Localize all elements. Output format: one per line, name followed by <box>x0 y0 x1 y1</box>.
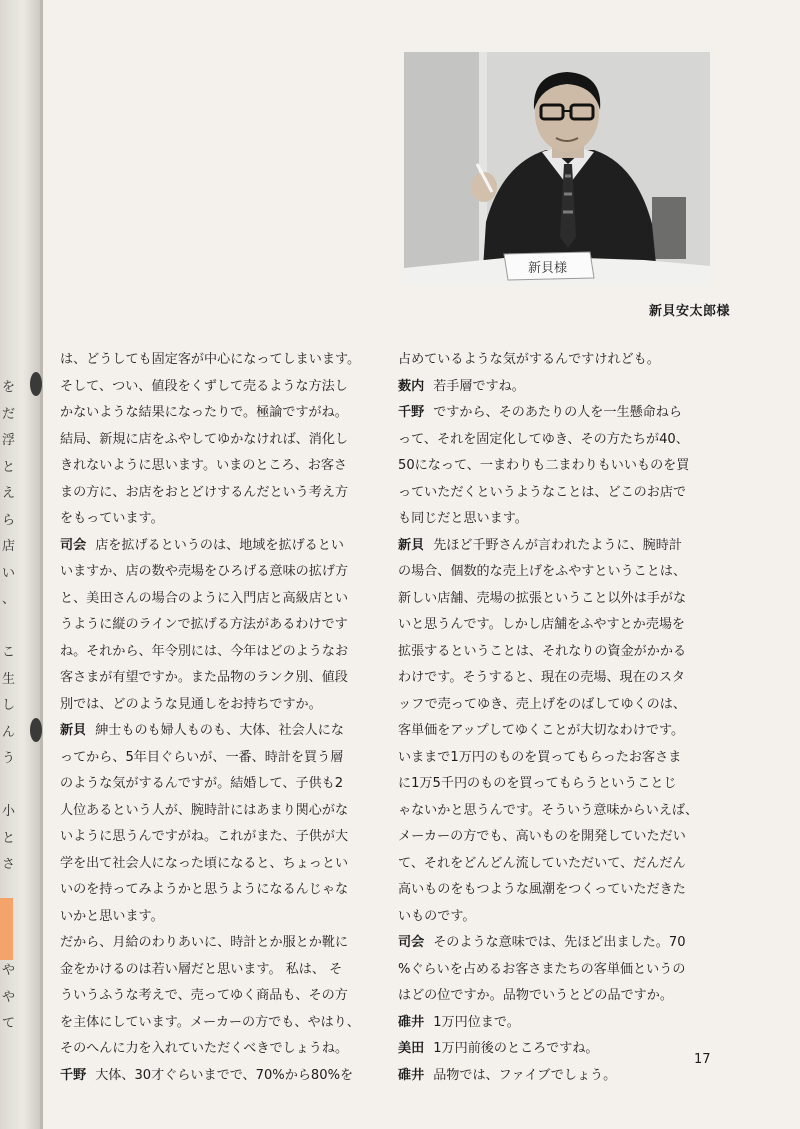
text-line <box>398 665 724 692</box>
text-line <box>398 533 724 560</box>
line-text: ね。それから、年令別には、今年はどのようなお <box>60 643 349 659</box>
line-text: だから、月給のわりあいに、時計とか服とか靴に <box>60 935 349 950</box>
speaker-name: 司会 <box>60 537 87 553</box>
adjacent-page-glyph: や <box>2 963 16 978</box>
text-line <box>60 533 376 560</box>
adjacent-page-glyph <box>2 773 24 800</box>
line-text: 結局、新規に店をふやしてゆかなければ、消化し <box>60 431 349 447</box>
line-text: かないような結果になったりで。極論ですがね。 <box>60 405 348 420</box>
text-line <box>60 824 376 851</box>
text-line <box>398 347 724 374</box>
nameplate-text: 新貝様 <box>528 261 568 276</box>
adjacent-page-glyph: さ <box>2 857 16 872</box>
line-text: 客単価をアップしてゆくことが大切なわけです。 <box>398 723 685 738</box>
portrait-photo <box>404 52 710 284</box>
adjacent-page-glyph: う <box>2 751 16 766</box>
text-line <box>398 480 724 507</box>
line-text: 1万円前後のところですね。 <box>433 1041 599 1056</box>
line-text: も同じだと思います。 <box>398 511 528 526</box>
line-text: いものです。 <box>398 908 476 924</box>
adjacent-page-glyph: ら <box>2 512 16 528</box>
text-line <box>60 612 376 639</box>
text-line <box>60 586 376 613</box>
line-text: 品物では、ファイブでしょう。 <box>433 1067 617 1083</box>
text-line <box>398 639 724 666</box>
adjacent-page-glyph: 浮 <box>2 433 16 448</box>
adjacent-page-glyph: ん <box>2 724 16 740</box>
text-line <box>398 427 724 454</box>
line-text: ういうふうな考えで、売ってゆく商品も、その方 <box>60 988 348 1003</box>
line-text: いままで1万円のものを買ってもらったお客さま <box>398 749 682 765</box>
text-line <box>60 851 376 878</box>
text-line <box>60 1036 376 1063</box>
speaker-name: 新貝 <box>60 723 87 738</box>
text-line <box>60 665 376 692</box>
line-text: をもっています。 <box>60 511 164 526</box>
text-line <box>60 506 376 533</box>
adjacent-page-glyph: し <box>2 698 16 713</box>
text-line <box>60 347 376 374</box>
text-line <box>398 745 724 772</box>
adjacent-page-glyph: い <box>2 565 16 581</box>
line-text: そのような意味では、先ほど出ました。70 <box>433 935 686 950</box>
line-text: そして、つい、値段をくずして売るような方法し <box>60 378 348 394</box>
line-text: ゃないかと思うんです。そういう意味からいえば、 <box>398 802 699 818</box>
adjacent-page-glyph: て <box>2 1016 16 1031</box>
line-text: わけです。そうすると、現在の売場、現在のスタ <box>398 670 686 685</box>
right-column <box>398 347 724 1089</box>
text-line <box>60 718 376 745</box>
adjacent-page-glyph: と <box>2 459 16 475</box>
text-line <box>60 957 376 984</box>
text-line <box>60 877 376 904</box>
text-line <box>60 374 376 401</box>
line-text: 先ほど千野さんが言われたように、腕時計 <box>433 537 682 553</box>
text-line <box>398 400 724 427</box>
text-line <box>398 718 724 745</box>
text-line <box>398 771 724 798</box>
line-text: って、それを固定化してゆき、その方たちが40、 <box>398 431 689 447</box>
line-text: 大体、30才ぐらいまでで、70%から80%を <box>95 1067 354 1083</box>
line-text: の場合、個数的な売上げをふやすということは、 <box>398 564 687 579</box>
adjacent-page-glyph <box>2 614 24 641</box>
adjacent-page-glyph: 店 <box>2 539 16 554</box>
text-line <box>60 904 376 931</box>
speaker-name: 新貝 <box>398 537 425 553</box>
line-text: メーカーの方でも、高いものを開発していただい <box>398 829 686 844</box>
adjacent-page-glyph: や <box>2 989 16 1005</box>
line-text: いと思うんです。しかし店舗をふやすとか売場を <box>398 617 686 632</box>
line-text: いますか、店の数や売場をひろげる意味の拡げ方 <box>60 564 349 579</box>
line-text: と、美田さんの場合のように入門店と高級店とい <box>60 590 349 606</box>
photo-caption: 新貝安太郎様 <box>648 304 730 319</box>
text-line <box>60 745 376 772</box>
speaker-name: 千野 <box>398 405 425 420</box>
line-text: は、どうしても固定客が中心になってしまいます。 <box>60 352 361 367</box>
line-text: いように思うんですがね。これがまた、子供が大 <box>60 829 349 844</box>
left-column <box>60 347 376 1089</box>
text-line <box>60 771 376 798</box>
line-text: 50になって、一まわりも二まわりもいいものを買 <box>398 458 690 473</box>
text-line <box>60 400 376 427</box>
line-text: 客さまが有望ですか。また品物のランク別、値段 <box>60 670 348 685</box>
text-line <box>60 798 376 825</box>
speaker-name: 碓井 <box>398 1067 425 1083</box>
line-text: 新しい店舗、売場の拡張ということ以外は手がな <box>398 590 687 606</box>
line-text: っていただくというようなことは、どこのお店で <box>398 484 687 500</box>
line-text: 別では、どのような見通しをお持ちですか。 <box>60 696 322 712</box>
line-text: はどの位ですか。品物でいうとどの品ですか。 <box>398 988 673 1003</box>
text-line <box>398 824 724 851</box>
binding-hole <box>30 372 42 396</box>
adjacent-page-glyph: を <box>2 380 16 395</box>
adjacent-page-glyph: 小 <box>2 804 16 819</box>
line-text: を主体にしています。メーカーの方でも、やはり、 <box>60 1014 360 1030</box>
line-text: きれないように思います。いまのところ、お客さ <box>60 458 348 473</box>
page-number: 17 <box>694 1052 711 1067</box>
text-line <box>398 798 724 825</box>
text-line <box>398 559 724 586</box>
line-text: そのへんに力を入れていただくべきでしょうね。 <box>60 1041 349 1056</box>
text-line <box>60 427 376 454</box>
line-text: 占めているような気がするんですけれども。 <box>398 352 660 367</box>
text-line <box>60 930 376 957</box>
line-text: ッフで売ってゆき、売上げをのばしてゆくのは、 <box>398 696 686 712</box>
text-line <box>398 904 724 931</box>
text-line <box>398 453 724 480</box>
text-line <box>60 639 376 666</box>
speaker-name: 碓井 <box>398 1014 425 1030</box>
text-line <box>398 692 724 719</box>
orange-tab <box>0 898 13 960</box>
adjacent-page-glyph: 生 <box>2 671 16 687</box>
page-gutter <box>40 0 43 1129</box>
text-line <box>398 851 724 878</box>
line-text: て、それをどんどん流していただいて、だんだん <box>398 855 686 871</box>
text-line <box>398 1010 724 1037</box>
text-line <box>60 559 376 586</box>
text-line <box>60 453 376 480</box>
adjacent-page-glyph: と <box>2 830 16 846</box>
text-line <box>60 480 376 507</box>
speaker-name: 美田 <box>398 1041 425 1056</box>
text-line <box>398 586 724 613</box>
text-line <box>60 1063 376 1090</box>
text-line <box>398 1036 724 1063</box>
text-line <box>398 374 724 401</box>
text-line <box>60 1010 376 1037</box>
line-text: に1万5千円のものを買ってもらうということじ <box>398 776 677 791</box>
line-text: うように縦のラインで拡げる方法があるわけです <box>60 617 348 632</box>
line-text: いかと思います。 <box>60 908 164 924</box>
line-text: 拡張するということは、それなりの資金がかかる <box>398 643 687 659</box>
adjacent-page-glyph: え <box>2 486 16 501</box>
text-line <box>398 983 724 1010</box>
binding-hole <box>30 718 42 742</box>
text-line <box>60 692 376 719</box>
line-text: のような気がするんですが。結婚して、子供も2 <box>60 776 344 791</box>
line-text: 金をかけるのは若い層だと思います。 私は、 そ <box>60 961 343 977</box>
line-text: 若手層ですね。 <box>433 378 525 394</box>
adjacent-page-glyph: だ <box>2 406 16 422</box>
line-text: 店を拡げるというのは、地域を拡げるとい <box>95 537 344 553</box>
line-text: 人位あるという人が、腕時計にはあまり関心がな <box>60 802 349 818</box>
text-line <box>398 877 724 904</box>
line-text: 1万円位まで。 <box>433 1014 520 1030</box>
text-line <box>398 1063 724 1090</box>
portrait-illustration <box>404 52 710 284</box>
text-line <box>398 612 724 639</box>
speaker-name: 千野 <box>60 1067 87 1083</box>
line-text: 学を出て社会人になった頃になると、ちょっとい <box>60 855 349 871</box>
line-text: %ぐらいを占めるお客さまたちの客単価というの <box>398 961 686 977</box>
line-text: ですから、そのあたりの人を一生懸命ねら <box>433 405 682 420</box>
line-text: まの方に、お店をおとどけするんだという考え方 <box>60 484 349 500</box>
adjacent-page-glyph: こ <box>2 645 16 660</box>
line-text: 高いものをもつような風潮をつくっていただきた <box>398 882 686 897</box>
text-line <box>60 983 376 1010</box>
line-text: 紳士ものも婦人ものも、大体、社会人にな <box>95 723 344 738</box>
text-line <box>398 930 724 957</box>
line-text: ってから、5年目ぐらいが、一番、時計を買う層 <box>60 749 344 765</box>
text-line <box>398 506 724 533</box>
text-line <box>398 957 724 984</box>
adjacent-page-glyph: 、 <box>2 592 16 607</box>
line-text: いのを持ってみようかと思うようになるんじゃな <box>60 882 349 897</box>
speaker-name: 薮内 <box>398 378 425 394</box>
speaker-name: 司会 <box>398 935 425 950</box>
